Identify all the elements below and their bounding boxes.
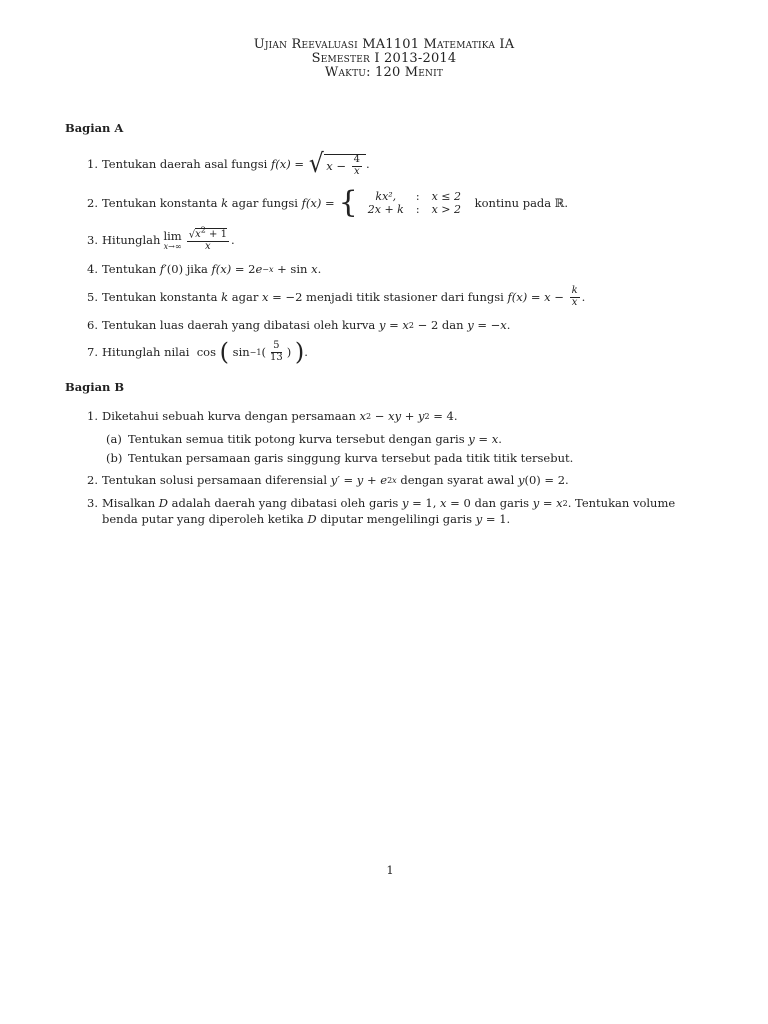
question-number: 6. (87, 318, 98, 332)
question-b2: 2. Tentukan solusi persamaan diferensial y′ = y + e 2x dengan syarat awal y (0) = 2. (80, 473, 569, 487)
question-tail: kontinu pada ℝ. (474, 196, 569, 210)
question-text: Tentukan semua titik potong kurva tersebut dengan garis (128, 432, 465, 446)
limit-operator: lim x→∞ (163, 228, 182, 251)
sub-label: (a) (106, 432, 122, 446)
question-number: 2. (87, 473, 98, 487)
question-text: Tentukan konstanta (102, 290, 218, 304)
case-1-expr: kx², (375, 190, 397, 203)
question-text-3: dan garis (474, 496, 530, 510)
case-2-expr: 2x + k (367, 203, 404, 216)
question-text: Tentukan luas daerah yang dibatasi oleh kurva (102, 318, 376, 332)
question-a5: 5. Tentukan konstanta k agar x = −2 menjadi titik stasioner dari fungsi f(x) = x − $\frac{k}{x}$ . (80, 286, 585, 308)
question-text-2: jika (186, 262, 208, 276)
question-number: 2. (87, 196, 98, 210)
question-text: Tentukan (102, 262, 157, 276)
question-a1: 1. Tentukan daerah asal fungsi f(x) = √ x − $\frac{4}{x}$ . (80, 151, 370, 177)
question-text-2: dengan syarat awal (400, 473, 515, 487)
page-number: 1 (386, 863, 394, 877)
question-text: Diketahui sebuah kurva dengan persamaan (102, 409, 356, 423)
section-a-title: Bagian A (65, 121, 124, 135)
exam-title: Ujian Reevaluasi MA1101 Matematika IA (253, 37, 515, 52)
exam-semester: Semester I 2013-2014 (311, 51, 457, 66)
question-b1a: (a) Tentukan semua titik potong kurva tersebut dengan garis y = x . (106, 432, 502, 446)
question-number: 4. (87, 262, 98, 276)
question-text-3: menjadi titik stasioner dari fungsi (306, 290, 504, 304)
question-text-5: benda putar yang diperoleh ketika (102, 512, 304, 526)
question-number: 7. (87, 345, 98, 359)
sqrt-expression: √ x − $\frac{4}{x}$ (308, 151, 366, 177)
question-b1b (106, 451, 573, 465)
question-text-2: adalah daerah yang dibatasi oleh garis (171, 496, 399, 510)
piecewise-function: { kx², : x ≤ 2 2x + k : x > 2 (339, 188, 467, 218)
case-2-cond: x > 2 (431, 203, 461, 216)
question-number: 1. (87, 157, 98, 171)
question-text-6: diputar mengelilingi garis (320, 512, 473, 526)
question-number: 5. (87, 290, 98, 304)
question-text-2: dan (441, 318, 464, 332)
question-text: Hitunglah nilai (102, 345, 190, 359)
question-b3-continuation: benda putar yang diperoleh ketika D diputar mengelilingi garis y = 1. (102, 512, 511, 526)
question-number: 1. (87, 409, 98, 423)
question-a3: 3. Hitunglah lim x→∞ $\frac{√x^2 + 1}{x}$ . (80, 227, 235, 252)
question-text-2: agar fungsi (231, 196, 298, 210)
question-b3: 3. Misalkan D adalah daerah yang dibatasi oleh garis y = 1, x = 0 dan garis y = x 2 . Tentukan volume (80, 496, 675, 510)
question-number: 3. (87, 232, 98, 247)
question-a7: 7. Hitunglah nilai cos ( sin −1 ( $\frac{5}{13}$ ) ) . (80, 340, 308, 364)
question-a6: 6. Tentukan luas daerah yang dibatasi oleh kurva y = x 2 − 2 dan y = − x . (80, 318, 510, 332)
sub-label: (b) (106, 451, 123, 465)
exam-duration: Waktu: 120 Menit (324, 65, 444, 80)
question-text: Hitunglah (102, 232, 161, 247)
math-expression: f(x) = (270, 157, 308, 171)
question-text: Tentukan konstanta (102, 196, 218, 210)
question-text-4: Tentukan volume (575, 496, 676, 510)
question-text-2: agar (231, 290, 259, 304)
question-text: Tentukan daerah asal fungsi (102, 157, 268, 171)
question-text: Tentukan persamaan garis singgung kurva tersebut pada titik titik tersebut. (128, 451, 574, 465)
question-number: 3. (87, 496, 98, 510)
limit-fraction: $\frac{√x^2 + 1}{x}$ (188, 226, 227, 252)
question-a4: 4. Tentukan f′ (0) jika f(x) = 2 e −x + sin x . (80, 262, 321, 276)
question-text: Misalkan (102, 496, 156, 510)
case-1-cond: x ≤ 2 (431, 190, 461, 203)
question-a2: 2. Tentukan konstanta k agar fungsi f(x) = { kx², : x ≤ 2 2x + k : x > 2 kontinu pada ℝ. (80, 188, 568, 218)
question-b1: 1. Diketahui sebuah kurva dengan persamaan x 2 − xy + y 2 = 4. (80, 409, 458, 423)
question-text: Tentukan solusi persamaan diferensial (102, 473, 328, 487)
section-b-title: Bagian B (65, 380, 125, 394)
